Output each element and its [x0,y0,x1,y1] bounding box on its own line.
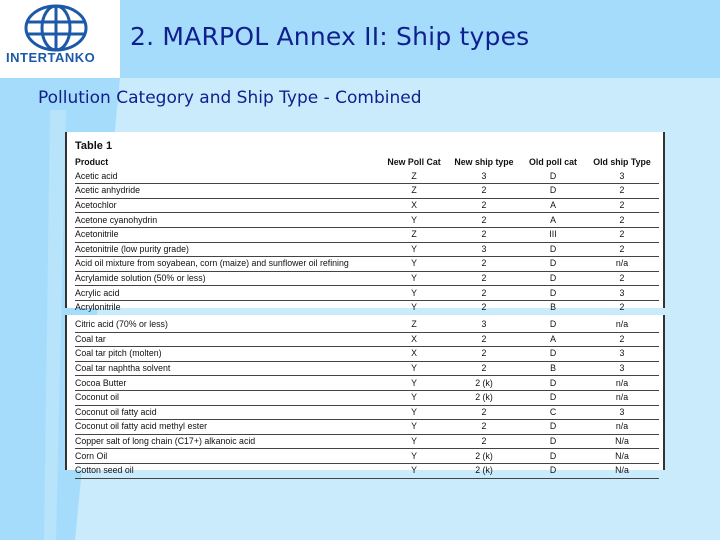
table-row [75,420,659,435]
value-cell: n/a [585,390,659,405]
value-cell: 2 [447,420,521,435]
page-subtitle: Pollution Category and Ship Type - Combined [38,88,422,108]
value-cell: 2 [585,242,659,257]
table-row [75,257,659,272]
table-border-right [663,315,665,470]
value-cell: Z [381,184,447,199]
value-cell: n/a [585,318,659,332]
value-cell: A [521,198,585,213]
value-cell: Z [381,170,447,184]
value-cell: Y [381,390,447,405]
value-cell: 3 [447,318,521,332]
value-cell: D [521,463,585,478]
product-cell: Citric acid (70% or less) [75,318,381,332]
value-cell: X [381,198,447,213]
product-cell: Acetochlor [75,198,381,213]
value-cell: 2 [447,347,521,362]
table-2-grid [75,318,659,479]
value-cell: 2 [447,198,521,213]
table-1-grid [75,156,659,316]
product-cell: Coconut oil fatty acid [75,405,381,420]
logo-text: INTERTANKO [6,50,96,65]
value-cell: Y [381,434,447,449]
value-cell: Y [381,420,447,435]
table-row [75,318,659,332]
value-cell: Y [381,300,447,315]
column-header: Product [75,157,109,168]
value-cell: 3 [585,347,659,362]
value-cell: 2 (k) [447,390,521,405]
value-cell: 2 [447,257,521,272]
table-row [75,449,659,464]
table-row [75,390,659,405]
value-cell: 2 [447,213,521,228]
value-cell: Y [381,271,447,286]
value-cell: D [521,434,585,449]
value-cell: 2 [585,227,659,242]
value-cell: 3 [585,361,659,376]
column-header: Old ship Type [593,157,651,168]
value-cell: 2 (k) [447,463,521,478]
product-cell: Coconut oil [75,390,381,405]
product-cell: Acetone cyanohydrin [75,213,381,228]
product-cell: Acid oil mixture from soyabean, corn (maize) and sunflower oil refining [75,257,381,272]
value-cell: Y [381,257,447,272]
value-cell: Y [381,405,447,420]
table-1 [65,132,665,313]
value-cell: 2 [585,300,659,315]
product-cell: Coal tar naphtha solvent [75,361,381,376]
value-cell: n/a [585,376,659,391]
product-cell: Acetic acid [75,170,381,184]
product-cell: Copper salt of long chain (C17+) alkanoic acid [75,434,381,449]
value-cell: C [521,405,585,420]
product-cell: Cotton seed oil [75,463,381,478]
value-cell: A [521,332,585,347]
value-cell: D [521,170,585,184]
table-row [75,332,659,347]
value-cell: D [521,449,585,464]
value-cell: Y [381,449,447,464]
value-cell: 2 [447,361,521,376]
product-cell: Acetonitrile [75,227,381,242]
value-cell: 2 [447,300,521,315]
value-cell: X [381,347,447,362]
value-cell: n/a [585,257,659,272]
value-cell: X [381,332,447,347]
product-cell: Acrylamide solution (50% or less) [75,271,381,286]
table-row [75,361,659,376]
value-cell: 2 [447,184,521,199]
value-cell: D [521,257,585,272]
value-cell: N/a [585,434,659,449]
value-cell: Y [381,463,447,478]
product-cell: Acrylonitrile [75,300,381,315]
value-cell: 2 [585,184,659,199]
value-cell: D [521,318,585,332]
logo [0,0,120,78]
column-header: New Poll Cat [387,157,441,168]
value-cell: Y [381,361,447,376]
value-cell: N/a [585,463,659,478]
table-row [75,170,659,184]
table-row [75,271,659,286]
value-cell: 3 [585,170,659,184]
table-header-row [75,156,659,170]
value-cell: 2 (k) [447,449,521,464]
product-cell: Acetonitrile (low purity grade) [75,242,381,257]
globe-icon [0,0,120,78]
value-cell: 2 [585,271,659,286]
table-row [75,434,659,449]
value-cell: B [521,361,585,376]
value-cell: 3 [585,286,659,301]
value-cell: 2 [447,271,521,286]
product-cell: Corn Oil [75,449,381,464]
product-cell: Coconut oil fatty acid methyl ester [75,420,381,435]
table-row [75,463,659,478]
value-cell: Y [381,376,447,391]
table-row [75,347,659,362]
value-cell: 2 (k) [447,376,521,391]
value-cell: D [521,184,585,199]
value-cell: 2 [585,198,659,213]
value-cell: 2 [447,405,521,420]
value-cell: 2 [447,332,521,347]
value-cell: D [521,286,585,301]
value-cell: Y [381,213,447,228]
table-2 [65,315,665,476]
value-cell: 3 [585,405,659,420]
value-cell: 3 [447,242,521,257]
table-row [75,300,659,315]
value-cell: 2 [585,213,659,228]
table-title: Table 1 [75,140,113,152]
table-row [75,286,659,301]
table-row [75,227,659,242]
value-cell: Z [381,318,447,332]
value-cell: D [521,376,585,391]
table-row [75,405,659,420]
table-row [75,376,659,391]
table-border-left [65,132,67,308]
value-cell: III [521,227,585,242]
table-border-right [663,132,665,308]
value-cell: n/a [585,420,659,435]
value-cell: D [521,420,585,435]
page-title: 2. MARPOL Annex II: Ship types [130,22,530,51]
value-cell: 2 [585,332,659,347]
product-cell: Acrylic acid [75,286,381,301]
table-row [75,198,659,213]
product-cell: Cocoa Butter [75,376,381,391]
value-cell: D [521,242,585,257]
value-cell: B [521,300,585,315]
table-border-left [65,315,67,470]
value-cell: N/a [585,449,659,464]
value-cell: Y [381,242,447,257]
value-cell: 3 [447,170,521,184]
value-cell: Y [381,286,447,301]
table-row [75,213,659,228]
table-row [75,184,659,199]
value-cell: D [521,271,585,286]
product-cell: Acetic anhydride [75,184,381,199]
product-cell: Coal tar [75,332,381,347]
value-cell: D [521,390,585,405]
value-cell: 2 [447,286,521,301]
value-cell: Z [381,227,447,242]
product-cell: Coal tar pitch (molten) [75,347,381,362]
column-header: New ship type [454,157,514,168]
column-header: Old poll cat [529,157,577,168]
value-cell: D [521,347,585,362]
value-cell: 2 [447,227,521,242]
value-cell: 2 [447,434,521,449]
table-row [75,242,659,257]
value-cell: A [521,213,585,228]
